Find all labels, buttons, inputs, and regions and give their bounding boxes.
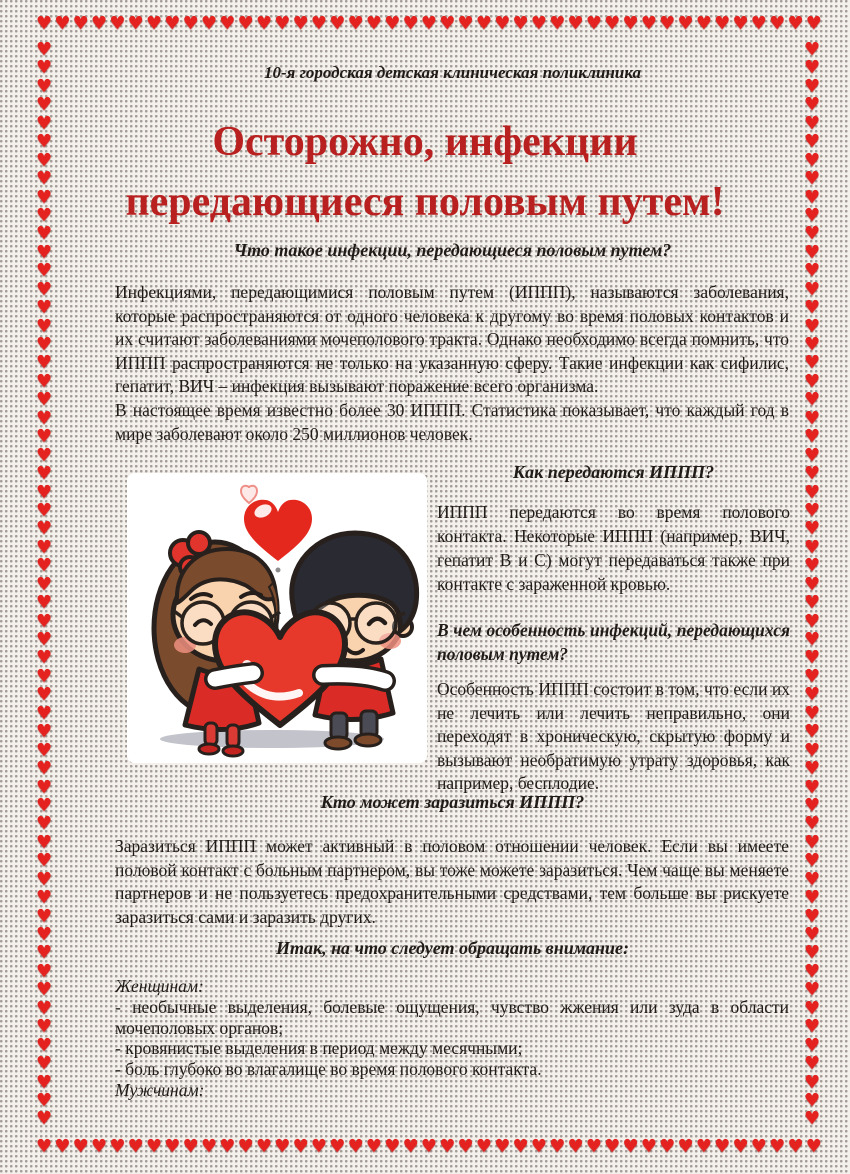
heart-icon: ♥ [36,370,53,392]
heart-icon: ♥ [329,1136,346,1157]
heart-icon: ♥ [804,149,821,171]
heart-icon: ♥ [804,518,821,540]
heart-icon: ♥ [36,278,53,300]
heart-icon: ♥ [804,389,821,411]
heart-icon: ♥ [732,1136,749,1157]
heart-icon: ♥ [237,1136,254,1157]
heart-icon: ♥ [804,592,821,614]
heart-icon: ♥ [804,758,821,780]
heart-icon: ♥ [804,960,821,982]
heart-icon: ♥ [804,665,821,687]
heart-icon: ♥ [54,13,71,34]
intro-paragraph-1: Инфекциями, передающимися половым путем (ИППП), называются заболевания, которые распространяются от одного человека к другому во время половых контактов и их считают заболеваниями мочеполового тракта. Однако необходимо всегда помнить, что ИППП распространяются не только на указанную сферу. Такие инфекции как сифилис, гепатит, ВИЧ – инфекция вызывают поражение всего организма. [115,282,789,396]
heart-icon: ♥ [622,1136,639,1157]
heart-icon: ♥ [769,1136,786,1157]
heart-icon: ♥ [804,629,821,650]
heart-icon: ♥ [804,278,821,300]
heart-icon: ♥ [164,13,181,34]
heart-icon: ♥ [677,1136,694,1157]
heart-icon: ♥ [804,370,821,392]
heart-icon: ♥ [36,979,53,1001]
heart-icon: ♥ [494,1136,511,1157]
heart-icon: ♥ [804,260,821,282]
heart-icon: ♥ [36,647,53,669]
heart-icon: ♥ [804,997,821,1019]
heart-icon: ♥ [804,647,821,669]
heart-icon: ♥ [804,887,821,909]
heart-icon: ♥ [750,13,767,34]
couple-heart-illustration [127,473,427,763]
heart-icon: ♥ [769,13,786,34]
heart-icon: ♥ [402,13,419,34]
heart-icon: ♥ [457,13,474,34]
heart-icon: ♥ [714,1136,731,1157]
heart-icon: ♥ [640,1136,657,1157]
heart-icon: ♥ [804,721,821,743]
heart-icon: ♥ [804,186,821,208]
heart-icon: ♥ [622,13,639,34]
heart-icon: ♥ [36,831,53,853]
heart-icon: ♥ [36,536,53,558]
heart-icon: ♥ [200,13,218,34]
heart-icon: ♥ [36,758,53,780]
heart-icon: ♥ [804,57,821,79]
heart-icon: ♥ [36,887,53,909]
feature-paragraph: Особенность ИППП состоит в том, что если их не лечить или лечить неправильно, они переходят в хроническую, скрытую форму и вызывают необратимую утрату здоровья, как например, бесплодие. [437,679,790,793]
heart-icon: ♥ [475,13,493,34]
heart-icon: ♥ [219,13,236,34]
heart-icon: ♥ [805,1136,822,1157]
heart-icon: ♥ [585,1136,602,1157]
heart-icon: ♥ [732,13,749,34]
heart-icon: ♥ [36,868,53,890]
heart-icon: ♥ [804,905,821,927]
heart-icon: ♥ [804,315,821,337]
heart-icon: ♥ [36,297,53,319]
intro-heading: Что такое инфекции, передающиеся половым путем? [233,240,672,260]
heart-icon: ♥ [804,831,821,853]
heart-icon: ♥ [585,13,602,34]
heart-icon: ♥ [90,1136,108,1157]
heart-icon: ♥ [804,407,821,429]
women-item: - необычные выделения, болевые ощущения, чувство жжения или зуда в области мочеполовых органов; [115,996,789,1038]
heart-icon: ♥ [36,1089,53,1111]
heart-icon: ♥ [36,555,53,577]
heart-icon: ♥ [36,665,53,687]
heart-icon: ♥ [804,39,821,60]
heart-icon: ♥ [804,1071,821,1093]
heart-icon: ♥ [804,979,821,1001]
heart-icon: ♥ [36,905,53,927]
heart-icon: ♥ [365,13,383,34]
heart-icon: ♥ [604,13,621,34]
heart-border-top [36,13,822,34]
heart-icon: ♥ [36,39,53,60]
heart-icon: ♥ [567,13,584,34]
heart-icon: ♥ [804,1108,821,1130]
heart-icon: ♥ [402,1136,419,1157]
heart-icon: ♥ [36,204,53,226]
heart-icon: ♥ [36,1071,53,1093]
women-item: - боль глубоко во влагалище во время полового контакта. [115,1059,542,1080]
heart-icon: ♥ [109,1136,126,1157]
heart-icon: ♥ [804,112,821,134]
heart-icon: ♥ [804,942,821,964]
heart-icon: ♥ [804,444,821,466]
transmission-section [437,462,790,796]
heart-icon: ♥ [36,1053,53,1075]
heart-icon: ♥ [439,1136,456,1157]
heart-icon: ♥ [804,573,821,595]
heart-icon: ♥ [36,334,53,355]
heart-icon: ♥ [695,13,712,34]
heart-icon: ♥ [420,1136,438,1157]
heart-icon: ♥ [804,241,821,263]
heart-icon: ♥ [54,1136,71,1157]
heart-icon: ♥ [804,426,821,448]
heart-icon: ♥ [549,13,566,34]
heart-icon: ♥ [512,13,529,34]
heart-icon: ♥ [347,13,364,34]
heart-icon: ♥ [804,481,821,503]
women-label: Женщинам: [115,976,204,996]
heart-icon: ♥ [439,13,456,34]
heart-icon: ♥ [659,13,676,34]
transmission-paragraph: ИППП передаются во время полового контакта. Некоторые ИППП (например, ВИЧ, гепатит В и С) могут передаваться также при контакте с зараженной кровью. [437,502,790,594]
heart-icon: ♥ [804,334,821,355]
heart-icon: ♥ [804,776,821,798]
heart-icon: ♥ [677,13,694,34]
intro-paragraph-2: В настоящее время известно более 30 ИППП. Статистика показывает, что каждый год в мире заболевают около 250 миллионов человек. [115,400,789,444]
heart-icon: ♥ [659,1136,676,1157]
heart-icon: ♥ [36,315,53,337]
heart-icon: ♥ [36,813,53,835]
heart-icon: ♥ [804,794,821,816]
heart-icon: ♥ [182,1136,199,1157]
heart-icon: ♥ [36,1016,53,1038]
heart-icon: ♥ [36,444,53,466]
heart-icon: ♥ [804,850,821,872]
heart-icon: ♥ [200,1136,218,1157]
who-paragraph: Заразиться ИППП может активный в половом отношении человек. Если вы имеете половой контакт с больным партнером, вы тоже можете заразиться. Чем чаще вы меняете партнеров и не пользуетесь предохранительными средствами, тем больше вы рискуете заразиться сами и заразить других. [115,836,789,927]
heart-icon: ♥ [36,573,53,595]
heart-icon: ♥ [145,13,163,34]
heart-icon: ♥ [805,13,822,34]
transmission-heading: Как передаются ИППП? [512,462,715,482]
heart-icon: ♥ [804,131,821,153]
heart-icon: ♥ [567,1136,584,1157]
heart-icon: ♥ [804,223,821,245]
heart-icon: ♥ [255,1136,273,1157]
feature-heading: В чем особенность инфекций, передающихся половым путем? [437,620,790,664]
heart-icon: ♥ [530,13,547,34]
heart-icon: ♥ [804,204,821,226]
heart-icon: ♥ [36,924,53,945]
heart-icon: ♥ [36,407,53,429]
heart-icon: ♥ [804,868,821,890]
heart-icon: ♥ [237,13,254,34]
heart-icon: ♥ [804,702,821,724]
heart-icon: ♥ [36,241,53,263]
heart-icon: ♥ [127,1136,144,1157]
heart-icon: ♥ [36,850,53,872]
heart-icon: ♥ [182,13,199,34]
heart-icon: ♥ [384,1136,401,1157]
heart-icon: ♥ [274,13,291,34]
heart-icon: ♥ [36,13,53,34]
heart-icon: ♥ [292,13,309,34]
heart-icon: ♥ [72,1136,89,1157]
heart-icon: ♥ [804,684,821,706]
men-label: Мужчинам: [115,1079,205,1100]
heart-icon: ♥ [36,1034,53,1056]
heart-icon: ♥ [36,94,53,116]
page-title-line2: передающиеся половым путем! [125,179,725,225]
heart-icon: ♥ [475,1136,493,1157]
heart-icon: ♥ [804,1016,821,1038]
heart-icon: ♥ [36,1136,53,1157]
heart-icon: ♥ [36,739,53,761]
heart-icon: ♥ [804,1053,821,1075]
heart-icon: ♥ [36,592,53,614]
heart-icon: ♥ [804,536,821,558]
heart-icon: ♥ [420,13,438,34]
heart-icon: ♥ [292,1136,309,1157]
heart-icon: ♥ [384,13,401,34]
organization-line: 10-я городская детская клиническая поликлиника [263,63,642,82]
heart-icon: ♥ [219,1136,236,1157]
heart-icon: ♥ [145,1136,163,1157]
heart-icon: ♥ [36,223,53,245]
heart-icon: ♥ [804,1089,821,1111]
heart-icon: ♥ [530,1136,547,1157]
attention-heading: Итак, на что следует обращать внимание: [275,938,630,958]
heart-icon: ♥ [804,924,821,945]
heart-icon: ♥ [804,297,821,319]
heart-icon: ♥ [255,13,273,34]
heart-icon: ♥ [804,168,821,190]
heart-icon: ♥ [36,629,53,650]
heart-icon: ♥ [274,1136,291,1157]
heart-icon: ♥ [36,463,53,485]
heart-icon: ♥ [36,149,53,171]
heart-icon: ♥ [787,13,804,34]
heart-icon: ♥ [36,684,53,706]
heart-icon: ♥ [36,610,53,632]
page-title-line1: Осторожно, инфекции [212,119,638,165]
heart-icon: ♥ [512,1136,529,1157]
heart-icon: ♥ [36,75,53,97]
heart-icon: ♥ [164,1136,181,1157]
heart-icon: ♥ [329,13,346,34]
heart-icon: ♥ [109,13,126,34]
heart-icon: ♥ [714,13,731,34]
heart-icon: ♥ [36,942,53,964]
heart-icon: ♥ [36,352,53,374]
heart-icon: ♥ [36,499,53,521]
heart-icon: ♥ [36,1108,53,1130]
heart-icon: ♥ [127,13,144,34]
heart-icon: ♥ [36,131,53,153]
heart-icon: ♥ [787,1136,804,1157]
heart-icon: ♥ [36,426,53,448]
heart-icon: ♥ [804,610,821,632]
heart-icon: ♥ [804,739,821,761]
heart-icon: ♥ [695,1136,712,1157]
heart-icon: ♥ [36,481,53,503]
heart-icon: ♥ [750,1136,767,1157]
heart-icon: ♥ [804,463,821,485]
heart-icon: ♥ [36,260,53,282]
heart-icon: ♥ [640,13,657,34]
heart-icon: ♥ [36,112,53,134]
heart-icon: ♥ [36,702,53,724]
heart-icon: ♥ [365,1136,383,1157]
heart-icon: ♥ [804,555,821,577]
heart-icon: ♥ [804,813,821,835]
heart-icon: ♥ [36,960,53,982]
heart-icon: ♥ [36,997,53,1019]
heart-icon: ♥ [36,186,53,208]
heart-border-bottom [36,1136,822,1157]
heart-icon: ♥ [310,1136,328,1157]
attention-list [115,976,789,1101]
heart-icon: ♥ [36,721,53,743]
heart-icon: ♥ [310,13,328,34]
heart-icon: ♥ [36,389,53,411]
heart-icon: ♥ [549,1136,566,1157]
heart-icon: ♥ [494,13,511,34]
heart-icon: ♥ [457,1136,474,1157]
heart-icon: ♥ [72,13,89,34]
page-title [40,112,810,232]
heart-icon: ♥ [804,1034,821,1056]
heart-icon: ♥ [36,518,53,540]
heart-icon: ♥ [804,94,821,116]
heart-icon: ♥ [804,352,821,374]
women-item: - кровянистые выделения в период между месячными; [115,1038,523,1059]
heart-icon: ♥ [804,499,821,521]
heart-icon: ♥ [36,57,53,79]
heart-icon: ♥ [347,1136,364,1157]
heart-icon: ♥ [36,776,53,798]
heart-icon: ♥ [36,794,53,816]
heart-icon: ♥ [36,168,53,190]
heart-icon: ♥ [604,1136,621,1157]
heart-icon: ♥ [804,75,821,97]
who-heading: Кто может заразиться ИППП? [320,792,585,812]
heart-icon: ♥ [90,13,108,34]
